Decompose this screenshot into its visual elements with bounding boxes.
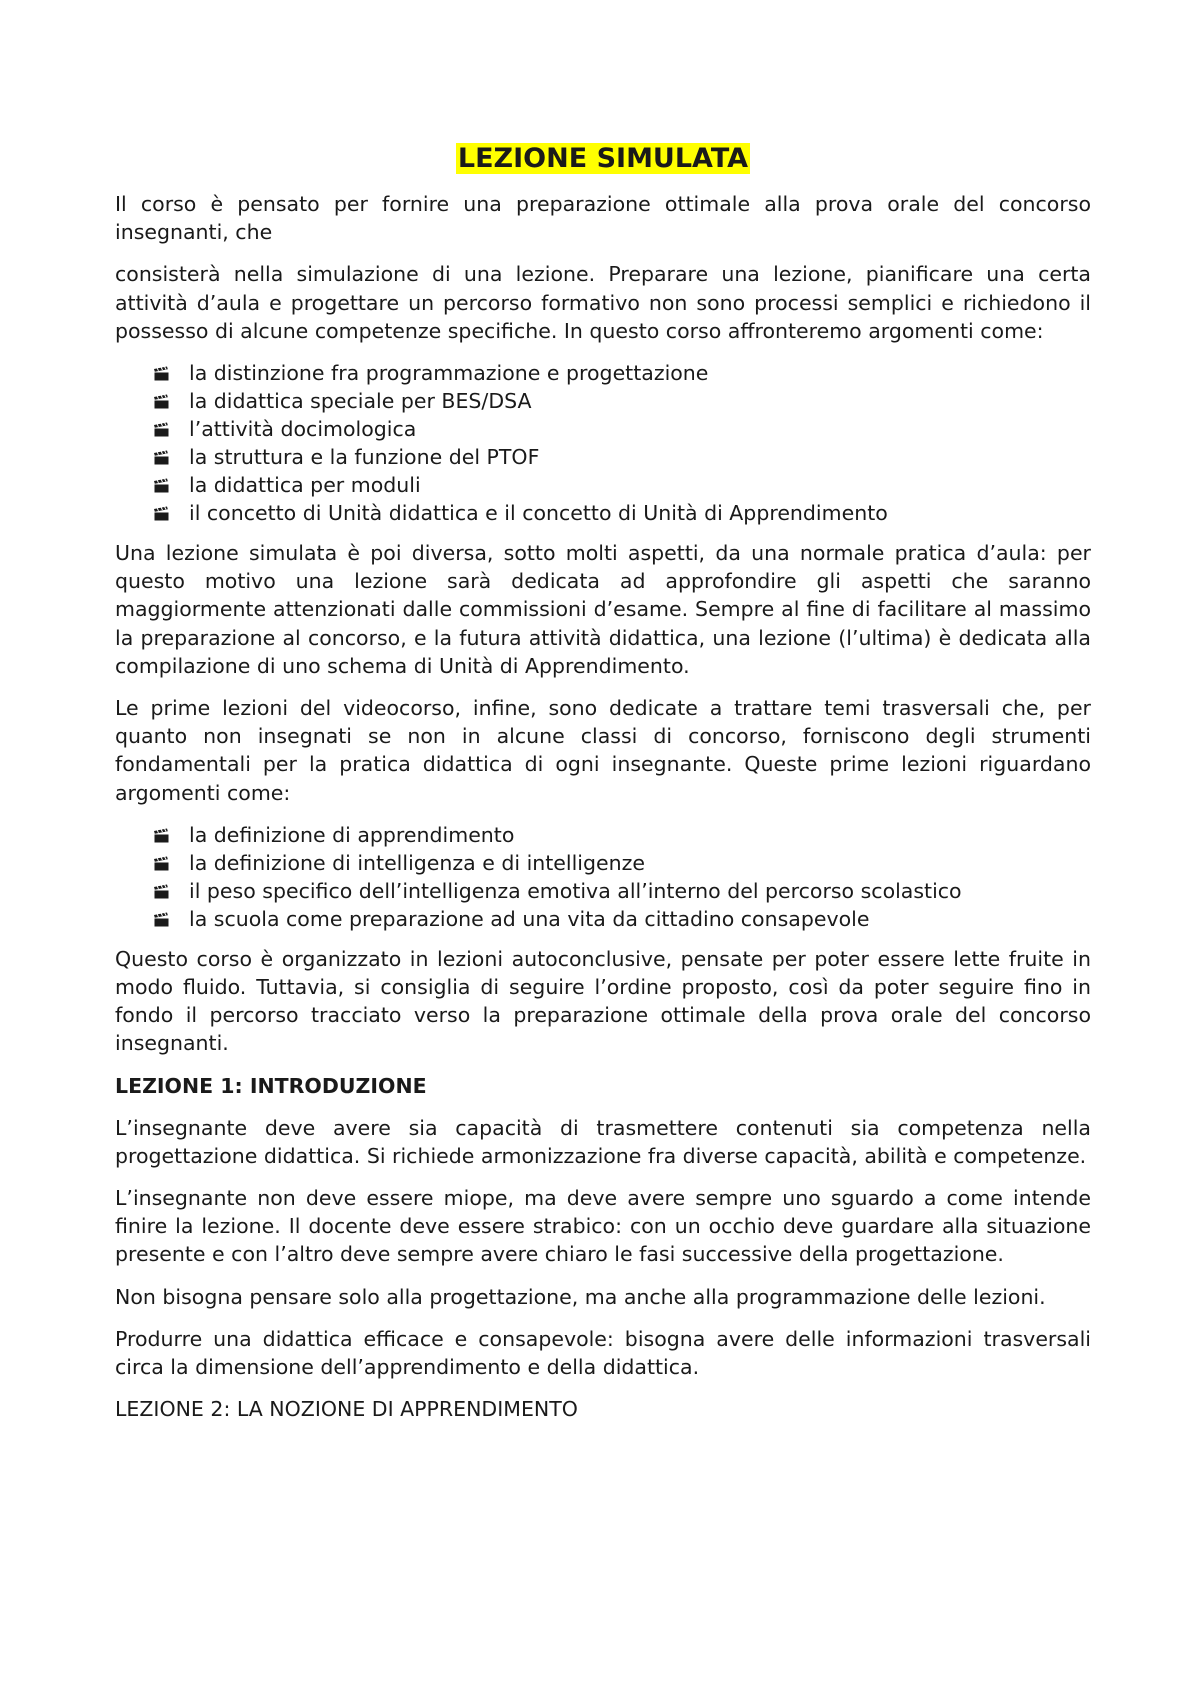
clapperboard-icon [153,506,171,521]
list-item-label: il concetto di Unità didattica e il concetto di Unità di Apprendimento [189,501,888,526]
clapperboard-icon [153,856,171,871]
list-item [153,905,1091,933]
list-item-label: la struttura e la funzione del PTOF [189,445,540,470]
clapperboard-icon [153,912,171,927]
list-item [153,415,1091,443]
list-item-label: la didattica per moduli [189,473,421,498]
lesson-1-paragraph-3: Non bisogna pensare solo alla progettazione, ma anche alla programmazione delle lezioni. [115,1284,1046,1309]
list-item [153,387,1091,415]
document-page [115,140,1091,1437]
paragraph-first-lessons: Le prime lezioni del videocorso, infine, sono dedicate a trattare temi trasversali che, per quanto non insegnati se non in alcune classi di concorso, forniscono degli strumenti fondamentali per la pratica didattica di ogni insegnante. Queste prime lezioni riguardano argomenti come: [115,696,1091,805]
clapperboard-icon [153,884,171,899]
lesson-2-heading: LEZIONE 2: LA NOZIONE DI APPRENDIMENTO [115,1397,578,1422]
paragraph-simulated-lesson: Una lezione simulata è poi diversa, sotto molti aspetti, da una normale pratica d’aula: per questo motivo una lezione sarà dedicata ad approfondire gli aspetti che saranno maggiormente attenzionati dalle commissioni d’esame. Sempre al fine di facilitare al massimo la preparazione al concorso, e la futura attività didattica, una lezione (l’ultima) è dedicata alla compilazione di uno schema di Unità di Apprendimento. [115,541,1091,678]
list-item-label: la didattica speciale per BES/DSA [189,389,532,414]
document-title-highlight: LEZIONE SIMULATA [457,143,749,174]
topics-list [115,359,1091,527]
list-item [153,471,1091,499]
clapperboard-icon [153,366,171,381]
intro-paragraph-1: Il corso è pensato per fornire una preparazione ottimale alla prova orale del concorso insegnanti, che [115,192,1091,245]
lesson-1-paragraph-4: Produrre una didattica efficace e consapevole: bisogna avere delle informazioni trasversali circa la dimensione dell’apprendimento e della didattica. [115,1326,1091,1380]
transversal-topics-list [115,821,1091,933]
list-item-label: l’attività docimologica [189,417,417,442]
lesson-1-heading: LEZIONE 1: INTRODUZIONE [115,1073,427,1098]
list-item-label: la definizione di intelligenza e di intelligenze [189,850,645,875]
list-item [153,359,1091,387]
clapperboard-icon [153,828,171,843]
list-item [153,821,1091,849]
list-item [153,443,1091,471]
lesson-1-paragraph-2: L’insegnante non deve essere miope, ma deve avere sempre uno sguardo a come intende finire la lezione. Il docente deve essere strabico: con un occhio deve guardare alla situazione presente e con l’altro deve sempre avere chiaro le fasi successive della progettazione. [115,1186,1091,1267]
clapperboard-icon [153,450,171,465]
list-item-label: la definizione di apprendimento [189,822,515,847]
clapperboard-icon [153,422,171,437]
list-item-label: la distinzione fra programmazione e progettazione [189,361,709,386]
list-item [153,877,1091,905]
list-item [153,849,1091,877]
document-title [115,140,1091,178]
clapperboard-icon [153,478,171,493]
list-item-label: il peso specifico dell’intelligenza emotiva all’interno del percorso scolastico [189,878,962,903]
lesson-1-paragraph-1: L’insegnante deve avere sia capacità di trasmettere contenuti sia competenza nella progettazione didattica. Si richiede armonizzazione fra diverse capacità, abilità e competenze. [115,1115,1091,1168]
intro-paragraph-2: consisterà nella simulazione di una lezione. Preparare una lezione, pianificare una certa attività d’aula e progettare un percorso formativo non sono processi semplici e richiedono il possesso di alcune competenze specifiche. In questo corso affronteremo argomenti come: [115,262,1091,343]
paragraph-course-organization: Questo corso è organizzato in lezioni autoconclusive, pensate per poter essere lette fruite in modo fluido. Tuttavia, si consiglia di seguire l’ordine proposto, così da poter seguire fino in fondo il percorso tracciato verso la preparazione ottimale della prova orale del concorso insegnanti. [115,946,1091,1056]
list-item [153,499,1091,527]
list-item-label: la scuola come preparazione ad una vita da cittadino consapevole [189,906,870,931]
clapperboard-icon [153,394,171,409]
